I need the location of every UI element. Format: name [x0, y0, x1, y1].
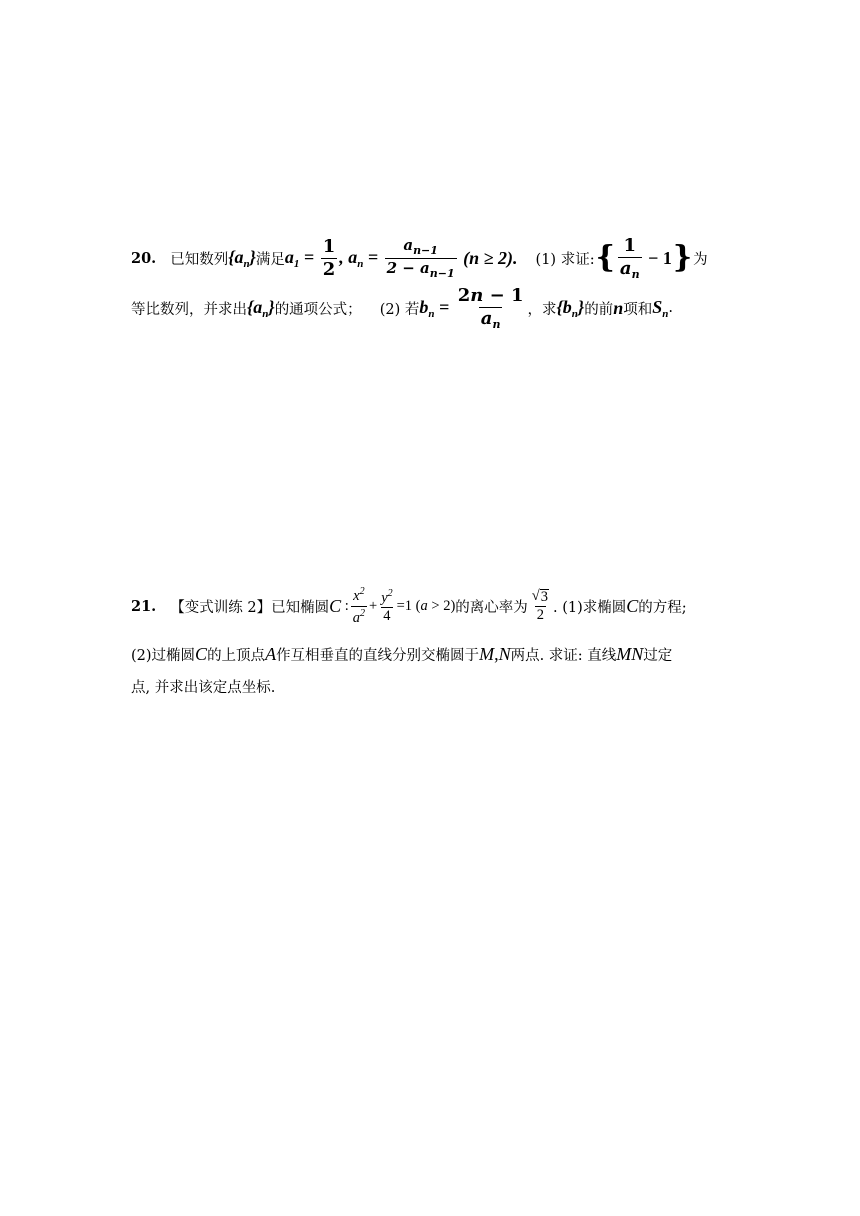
math-formula: C: [329, 595, 342, 616]
math-formula: }: [672, 240, 693, 276]
math-fraction: $\frac{a_{n-1}}{2 - a_{n-1}}$: [386, 235, 455, 280]
math-formula: $\{a_n\}$: [247, 296, 275, 320]
math-formula: − 1: [643, 247, 672, 268]
problem-text: (2)过椭圆: [131, 648, 196, 664]
math-formula: C: [195, 644, 208, 664]
math-formula: $\{b_n\}$: [556, 296, 585, 320]
math-formula: +: [369, 597, 378, 614]
math-formula: $b_n$ =: [419, 296, 454, 320]
problem-text: 点, 并求出该定点坐标.: [131, 680, 276, 696]
math-fraction: $\frac{y^2}{4}$: [381, 587, 393, 625]
problem-text: (2) 若: [379, 301, 420, 318]
problem-text: 的方程;: [638, 599, 687, 616]
problem-text: 的上顶点: [207, 648, 266, 664]
math-fraction: $\frac{x^2}{a^2}$: [352, 586, 365, 626]
problem-text: 等比数列，并求出: [131, 301, 247, 318]
problem-text: 项和: [623, 301, 653, 318]
problem-text: ，求: [527, 301, 557, 318]
problem-text: .: [668, 300, 673, 317]
problem-number: 21.: [131, 597, 157, 615]
problem-21-line-3: [131, 676, 275, 697]
problem-21-line-2: (2)过椭圆 C 的上顶点 A 作互相垂直的直线分别交椭圆于 M , N 两点. 求证: 直线 MN 过定: [131, 644, 673, 664]
math-formula: n: [613, 297, 624, 318]
math-formula: MN: [616, 644, 644, 664]
problem-text: 【变式训练 2】已知椭圆: [170, 599, 330, 616]
math-formula: $\{a_n\}$: [228, 246, 256, 270]
math-formula: , $a_n$ =: [339, 246, 383, 270]
math-formula: C: [626, 595, 639, 616]
problem-20-line-1: [131, 236, 708, 281]
math-fraction: $\frac{1}{2}$: [322, 236, 336, 280]
problem-20-line-2: [131, 286, 673, 331]
problem-21-line-1: [131, 586, 687, 627]
math-formula: A: [265, 644, 277, 664]
problem-text: 过定: [643, 648, 673, 664]
problem-text: 已知数列: [170, 251, 229, 268]
problem-text: 的离心率为: [455, 599, 528, 616]
math-formula: =1 (a > 2): [396, 597, 456, 614]
math-formula: :: [341, 597, 349, 614]
math-formula: (n ≥ 2).: [458, 247, 518, 268]
math-formula: M: [479, 644, 495, 664]
problem-text: 作互相垂直的直线分别交椭圆于: [276, 648, 480, 664]
math-formula: $S_n$: [652, 296, 669, 320]
problem-text: 的前: [584, 301, 614, 318]
problem-text: (1) 求证:: [535, 251, 595, 268]
problem-text: 满足: [255, 251, 285, 268]
problem-text: 两点. 求证: 直线: [510, 648, 617, 664]
math-fraction: $\frac{2n - 1}{a_n}$: [457, 285, 524, 331]
math-fraction: $\frac{1}{a_n}$: [619, 235, 640, 281]
math-fraction: √ 3 2: [531, 587, 548, 624]
math-formula: $a_1$ =: [284, 246, 319, 270]
math-formula: {: [595, 240, 615, 276]
problem-text: 的通项公式；: [274, 301, 362, 318]
problem-text: . (1)求椭圆: [553, 599, 627, 616]
problem-number: 20.: [131, 249, 157, 267]
problem-text: 为: [693, 251, 708, 268]
